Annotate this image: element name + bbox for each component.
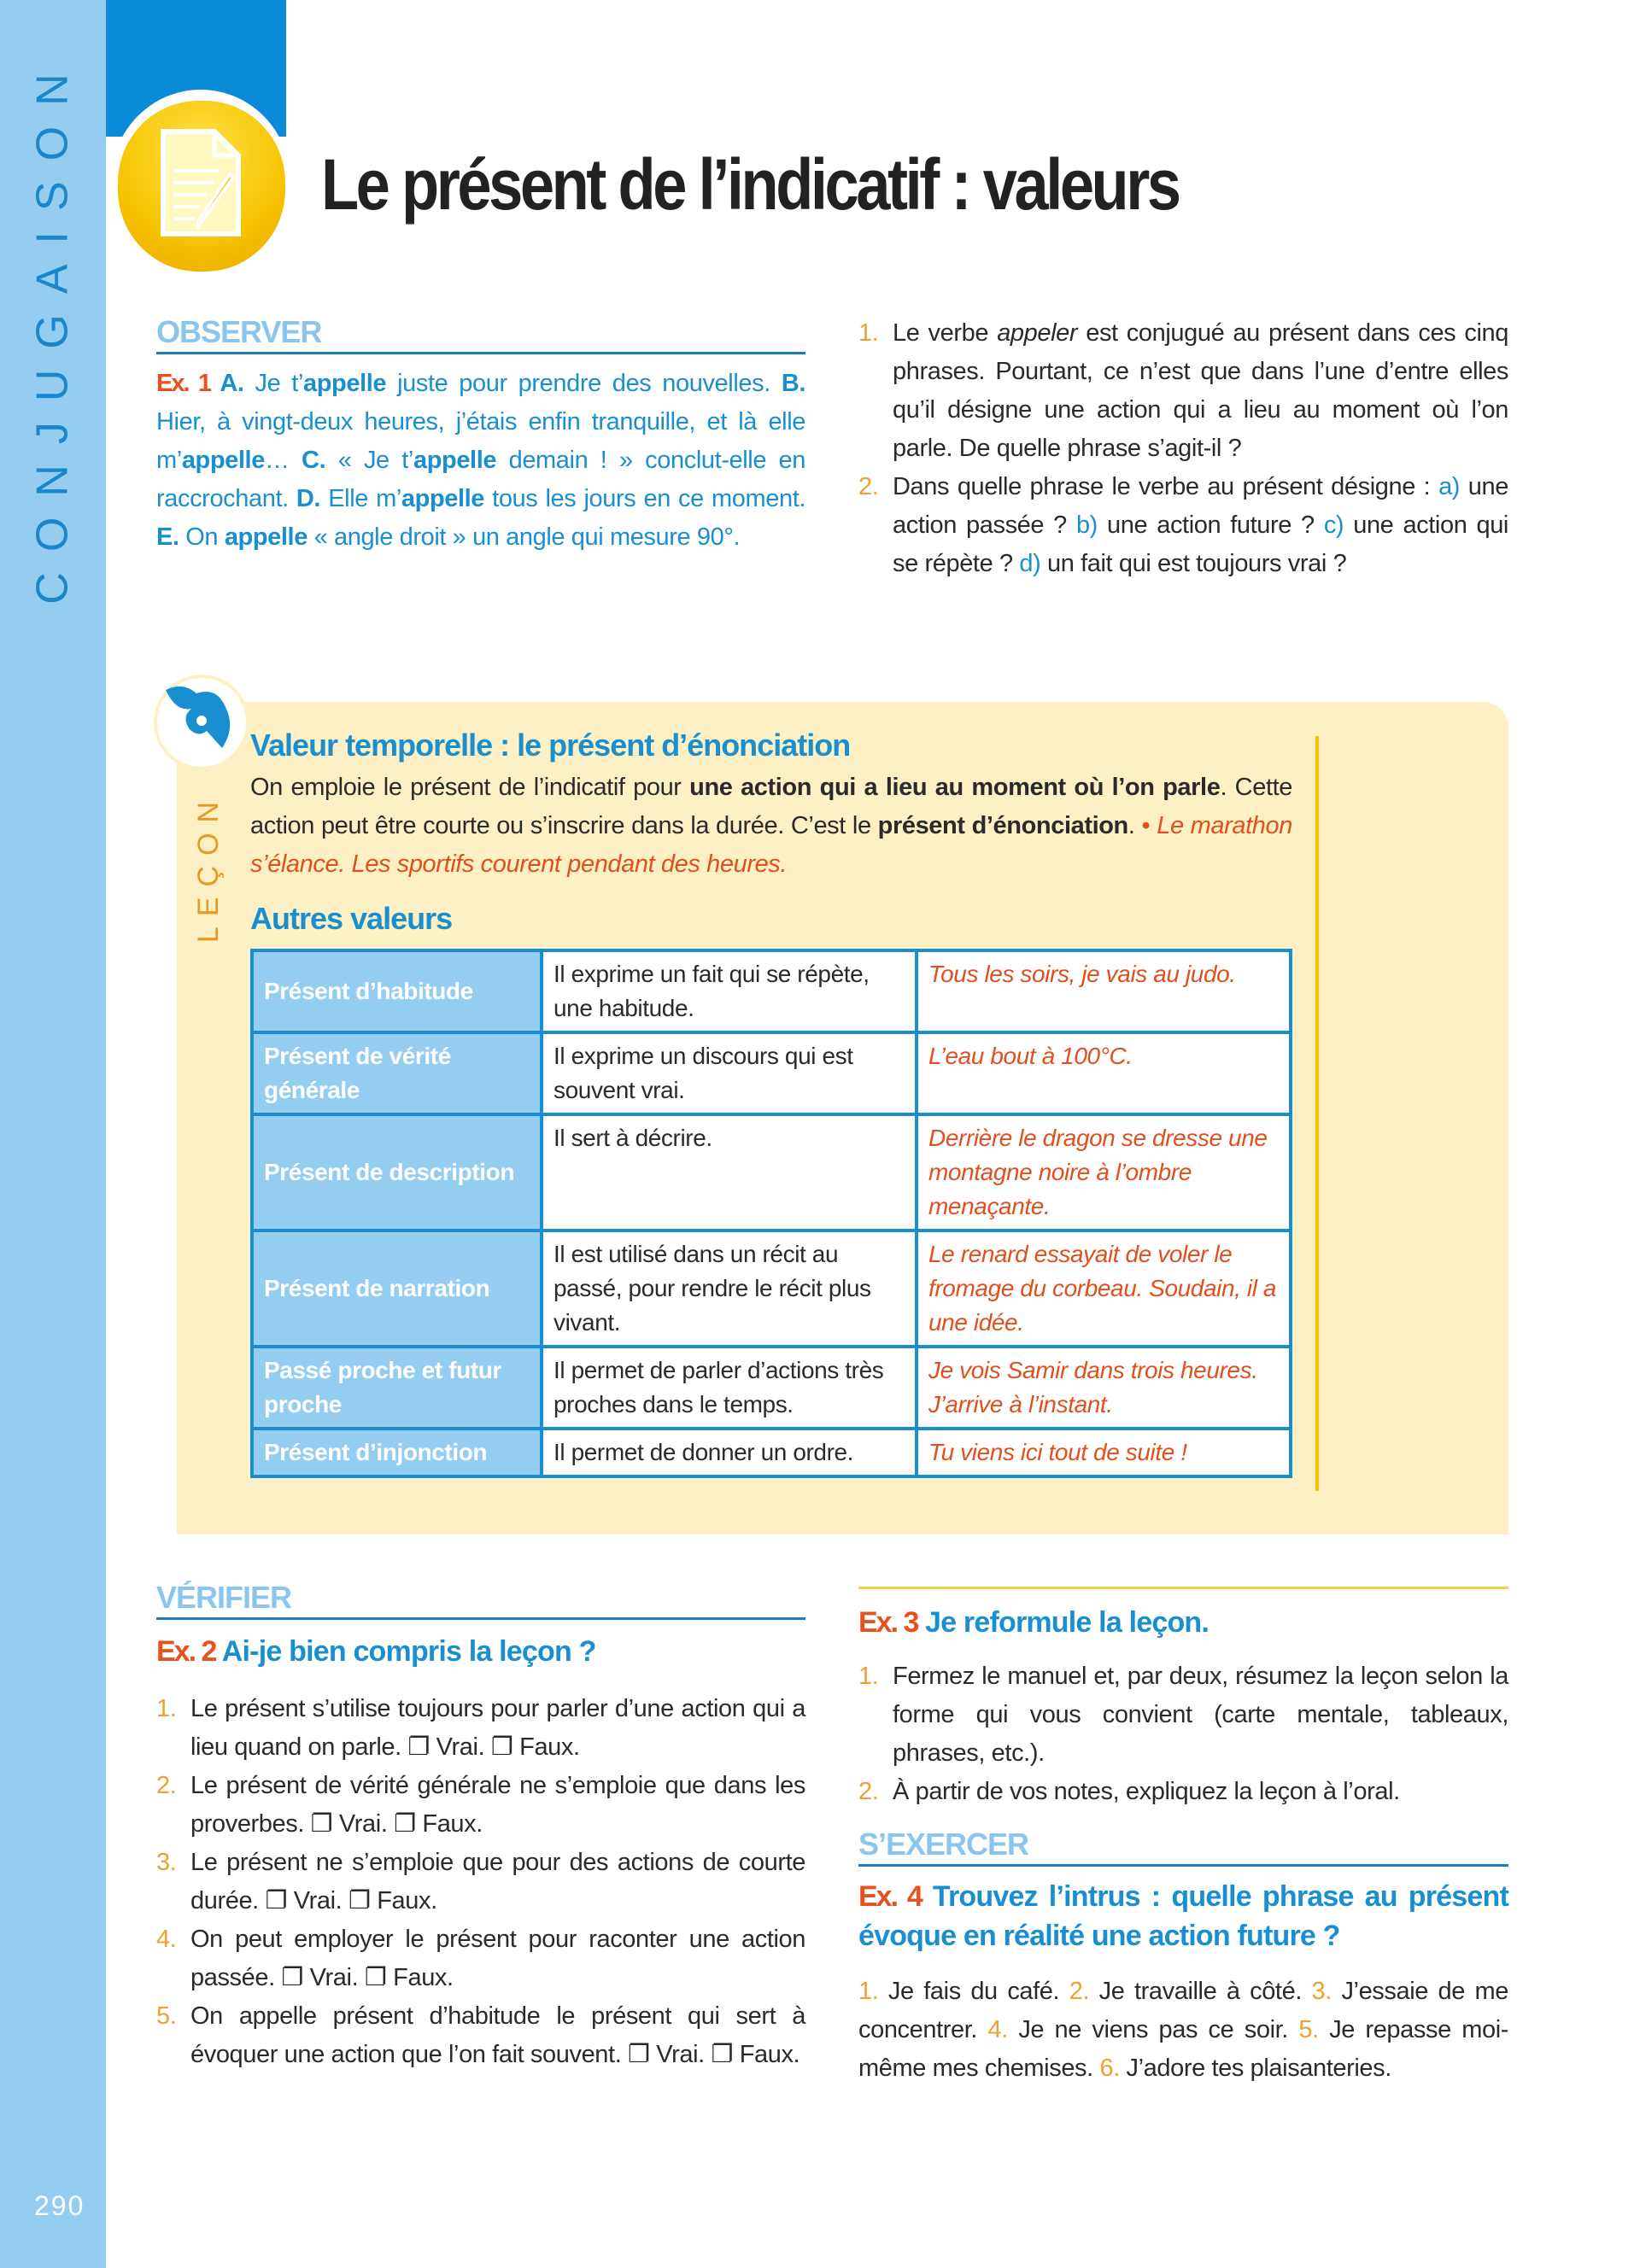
exercise-3-list [858, 1657, 1508, 1811]
lesson-paragraph [250, 769, 1292, 884]
text-segment: 3. [1311, 1978, 1342, 2005]
observer-section [156, 314, 805, 557]
exercise-2-list [156, 1690, 805, 2074]
text-segment: appelle [303, 370, 387, 397]
right-bottom-section [858, 1587, 1508, 2088]
text-segment: Je t’ [255, 370, 303, 397]
item-number: 1. [156, 1695, 177, 1722]
table-row [252, 1230, 1291, 1347]
text-segment: une action passée ? [893, 473, 1508, 539]
item-number: 1. [858, 1663, 879, 1690]
page-number: 290 [34, 2190, 85, 2221]
item-number: 4. [156, 1926, 177, 1953]
question-text [893, 473, 1508, 577]
exercise-2-title: Ai-je bien compris la leçon ? [221, 1635, 596, 1668]
document-pencil-icon [158, 128, 243, 237]
text-segment: appelle [224, 523, 308, 551]
text-segment: • [1141, 812, 1157, 839]
text-segment: . Cette action peut être courte ou s’inscrire dans la durée. C’est le [250, 774, 1292, 839]
text-segment: J’adore tes plaisanteries. [1126, 2055, 1391, 2082]
lesson-divider [1315, 736, 1319, 1491]
value-name-cell: Présent d’injonction [252, 1429, 542, 1476]
text-segment: « Je t’ [337, 447, 413, 474]
chapter-label: CONJUGAISON [28, 53, 78, 605]
observer-questions [858, 314, 1508, 583]
text-segment: une action qui se répète ? [893, 511, 1508, 577]
text-segment: appelle [413, 447, 497, 474]
text-segment: Je travaille à côté. [1098, 1978, 1312, 2005]
value-name-cell: Passé proche et futur proche [252, 1347, 542, 1429]
value-name-cell: Présent de narration [252, 1230, 542, 1347]
value-example-cell: Tous les soirs, je vais au judo. [917, 950, 1291, 1032]
question-item [858, 314, 1508, 468]
question-number: 2. [858, 473, 879, 500]
item-number: 3. [156, 1849, 177, 1876]
question-item [858, 468, 1508, 583]
lesson-heading: Valeur temporelle : le présent d’énonciation [250, 728, 851, 763]
list-item [858, 1773, 1508, 1811]
text-segment: une action qui a lieu au moment où l’on parle [689, 774, 1221, 801]
text-segment: Je fais du café. [887, 1978, 1069, 2005]
list-item [858, 1657, 1508, 1773]
text-segment: … [264, 447, 302, 474]
text-segment: E. [156, 523, 186, 551]
item-number: 2. [156, 1772, 177, 1799]
value-description-cell: Il est utilisé dans un récit au passé, pour rendre le récit plus vivant. [542, 1230, 917, 1347]
text-segment: b) [1075, 511, 1098, 539]
exercise-2-label: Ex. 2 [156, 1635, 216, 1668]
item-text: Fermez le manuel et, par deux, résumez la leçon selon la forme qui vous convient (carte mentale, tableaux, phrases, etc.). [893, 1663, 1508, 1767]
value-description-cell: Il permet de donner un ordre. [542, 1429, 917, 1476]
pen-nib-icon [157, 678, 246, 767]
exercise-4-sentences [858, 1973, 1508, 2088]
text-segment: A. [220, 370, 255, 397]
text-segment: C. [302, 447, 338, 474]
text-segment: D. [296, 485, 329, 512]
text-segment: Je repasse moi-même mes chemises. [858, 2016, 1509, 2082]
value-example-cell: Tu viens ici tout de suite ! [917, 1429, 1291, 1476]
text-segment: On [185, 523, 225, 551]
text-segment: est conjugué au présent dans ces cinq phrases. Pourtant, ce n’est que dans l’une d’entre elles qu’il désigne une action qui a lieu au moment où l’on parle. De quelle phrase s’agit-il ? [893, 319, 1508, 462]
text-segment: J’essaie de me concentrer. [858, 1978, 1509, 2043]
text-segment: 1. [858, 1978, 888, 2005]
value-example-cell: L’eau bout à 100°C. [917, 1032, 1291, 1114]
item-number: 5. [156, 2002, 177, 2030]
exercise-3-title: Je reformule la leçon. [925, 1606, 1210, 1639]
lesson-label: LEÇON [192, 791, 226, 943]
text-segment: Je ne viens pas ce soir. [1018, 2016, 1299, 2043]
verifier-section [156, 1580, 805, 2074]
lesson-subheading: Autres valeurs [250, 901, 453, 936]
exercise-1-text [156, 365, 805, 557]
value-name-cell: Présent d’habitude [252, 950, 542, 1032]
exercise-4-label: Ex. 4 [858, 1880, 922, 1913]
exercise-4-title-row [858, 1877, 1508, 1955]
text-segment: 2. [1069, 1978, 1099, 2005]
exercise-2-title-row [156, 1632, 805, 1671]
text-segment: appeler [997, 319, 1078, 347]
value-description-cell: Il sert à décrire. [542, 1114, 917, 1230]
text-segment: c) [1323, 511, 1344, 539]
table-row [252, 1429, 1291, 1476]
text-segment: appelle [181, 447, 265, 474]
table-row [252, 950, 1291, 1032]
lesson-content [250, 728, 1292, 1478]
verifier-heading: VÉRIFIER [156, 1580, 805, 1620]
text-segment: On emploie le présent de l’indicatif pour [250, 774, 690, 801]
text-segment: Dans quelle phrase le verbe au présent désigne : [893, 473, 1439, 500]
value-name-cell: Présent de description [252, 1114, 542, 1230]
values-table [250, 949, 1292, 1478]
text-segment: 6. [1099, 2055, 1127, 2082]
text-segment: Hier, à vingt-deux heures, j’étais enfin tranquille, et là elle m’ [156, 408, 805, 474]
item-text: Le présent ne s’emploie que pour des actions de courte durée. ❐ Vrai. ❐ Faux. [190, 1849, 805, 1914]
text-segment: un fait qui est toujours vrai ? [1040, 550, 1347, 577]
list-item [156, 1690, 805, 1767]
list-item [156, 1997, 805, 2074]
table-row [252, 1032, 1291, 1114]
text-segment: Elle m’ [328, 485, 401, 512]
lesson-icon-ring [154, 675, 249, 770]
question-number: 1. [858, 319, 879, 347]
item-text: Le présent de vérité générale ne s’emploie que dans les proverbes. ❐ Vrai. ❐ Faux. [190, 1772, 805, 1838]
exercise-3-title-row [858, 1603, 1508, 1642]
table-row [252, 1347, 1291, 1429]
sexercer-heading: S’EXERCER [858, 1827, 1508, 1867]
item-text: On appelle présent d’habitude le présent qui sert à évoquer une action que l’on fait souvent. ❐ Vrai. ❐ Faux. [190, 2002, 805, 2068]
exercise-3-label: Ex. 3 [858, 1606, 918, 1639]
value-example-cell: Je vois Samir dans trois heures. J’arrive à l’instant. [917, 1347, 1291, 1429]
text-segment: demain ! » conclut-elle en raccrochant. [156, 447, 805, 512]
text-segment: appelle [401, 485, 485, 512]
text-segment: Le marathon s’élance. Les sportifs courent pendant des heures. [250, 812, 1292, 878]
text-segment: tous les jours en ce moment. [484, 485, 806, 512]
section-rule [858, 1587, 1508, 1589]
text-segment: . [1128, 812, 1142, 839]
value-description-cell: Il exprime un discours qui est souvent vrai. [542, 1032, 917, 1114]
question-text [893, 319, 1508, 462]
text-segment: Le verbe [893, 319, 998, 347]
item-text: On peut employer le présent pour raconter une action passée. ❐ Vrai. ❐ Faux. [190, 1926, 805, 1991]
list-item [156, 1767, 805, 1844]
text-segment: Ex. 1 [156, 370, 220, 397]
text-segment: 4. [987, 2016, 1019, 2043]
text-segment: B. [781, 370, 806, 397]
list-item [156, 1844, 805, 1920]
value-description-cell: Il permet de parler d’actions très proches dans le temps. [542, 1347, 917, 1429]
observer-heading: OBSERVER [156, 314, 805, 354]
text-segment: « angle droit » un angle qui mesure 90°. [307, 523, 741, 551]
item-number: 2. [858, 1778, 879, 1805]
text-segment: a) [1438, 473, 1461, 500]
value-description-cell: Il exprime un fait qui se répète, une habitude. [542, 950, 917, 1032]
list-item [156, 1920, 805, 1997]
value-example-cell: Le renard essayait de voler le fromage du corbeau. Soudain, il a une idée. [917, 1230, 1291, 1347]
text-segment: présent d’énonciation [877, 812, 1128, 839]
text-segment: d) [1019, 550, 1041, 577]
value-name-cell: Présent de vérité générale [252, 1032, 542, 1114]
text-segment: 5. [1298, 2016, 1330, 2043]
table-row [252, 1114, 1291, 1230]
item-text: Le présent s’utilise toujours pour parler d’une action qui a lieu quand on parle. ❐ Vrai. ❐ Faux. [190, 1695, 805, 1761]
value-example-cell: Derrière le dragon se dresse une montagne noire à l’ombre menaçante. [917, 1114, 1291, 1230]
chapter-label-wrap [17, 51, 89, 606]
lesson-label-wrap [184, 790, 235, 944]
page-title: Le présent de l’indicatif : valeurs [321, 144, 1179, 225]
text-segment: une action future ? [1097, 511, 1324, 539]
exercise-4-title: Trouvez l’intrus : quelle phrase au présent évoque en réalité une action future ? [858, 1880, 1508, 1952]
item-text: À partir de vos notes, expliquez la leçon à l’oral. [893, 1778, 1400, 1805]
text-segment: juste pour prendre des nouvelles. [386, 370, 782, 397]
